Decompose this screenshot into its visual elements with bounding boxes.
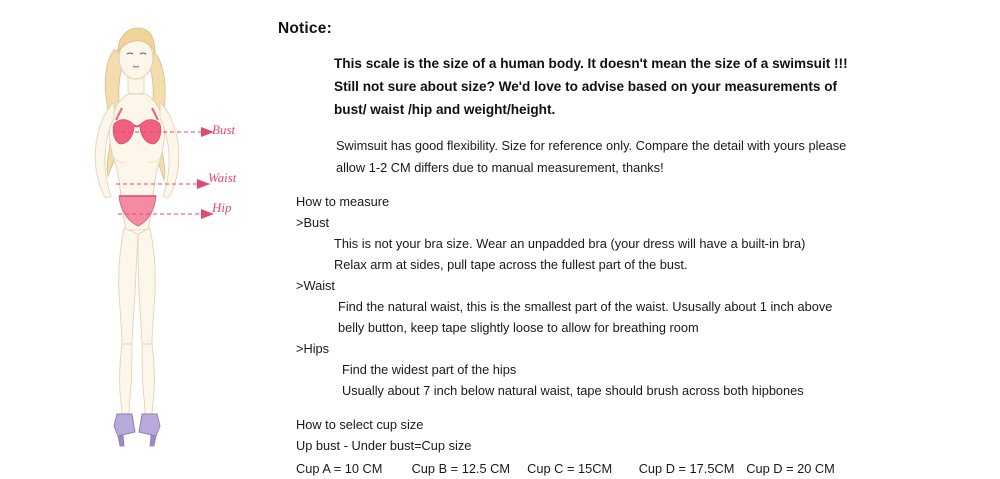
measure-hips-line-2: Usually about 7 inch below natural waist, tape should brush across both hipbones	[342, 383, 804, 398]
notice-title: Notice:	[278, 20, 332, 37]
notice-bold-line-3: bust/ waist /hip and weight/height.	[334, 102, 556, 117]
body-measurement-illustration	[0, 0, 272, 469]
cup-size-d: Cup D = 17.5CM	[638, 461, 735, 476]
measure-waist-label: >Waist	[296, 278, 335, 293]
cup-size-c: Cup C = 15CM	[527, 461, 613, 476]
notice-bold-line-1: This scale is the size of a human body. It doesn't mean the size of a swimsuit !!!	[334, 56, 848, 71]
cup-size-a: Cup A = 10 CM	[296, 461, 383, 476]
cup-size-e: Cup D = 20 CM	[746, 461, 835, 476]
bust-measure-label: Bust	[212, 122, 236, 137]
notice-bold-line-2: Still not sure about size? We'd love to advise based on your measurements of	[334, 79, 838, 94]
flexibility-line-1: Swimsuit has good flexibility. Size for reference only. Compare the detail with yours please	[336, 138, 847, 153]
female-figure-diagram	[18, 8, 258, 458]
measure-bust-line-1: This is not your bra size. Wear an unpadded bra (your dress will have a built-in bra)	[334, 236, 806, 251]
cup-size-heading: How to select cup size	[296, 417, 424, 432]
hip-measure-label: Hip	[212, 200, 232, 215]
waist-measure-label: Waist	[208, 170, 237, 185]
measure-waist-line-1: Find the natural waist, this is the smallest part of the waist. Ususally about 1 inch above	[338, 299, 833, 314]
measure-hips-line-1: Find the widest part of the hips	[342, 362, 517, 377]
cup-size-b: Cup B = 12.5 CM	[411, 461, 511, 476]
flexibility-paragraph	[336, 135, 994, 179]
measure-hips-label: >Hips	[296, 341, 330, 356]
measure-bust-label: >Bust	[296, 215, 330, 230]
notice-bold-paragraph	[334, 52, 994, 121]
measure-bust-line-2: Relax arm at sides, pull tape across the fullest part of the bust.	[334, 257, 688, 272]
cup-size-formula: Up bust - Under bust=Cup size	[296, 438, 472, 453]
how-to-measure-heading: How to measure	[296, 194, 390, 209]
measure-waist-line-2: belly button, keep tape slightly loose to allow for breathing room	[338, 320, 699, 335]
notice-text-column	[278, 0, 994, 476]
flexibility-line-2: allow 1-2 CM differs due to manual measurement, thanks!	[336, 160, 664, 175]
